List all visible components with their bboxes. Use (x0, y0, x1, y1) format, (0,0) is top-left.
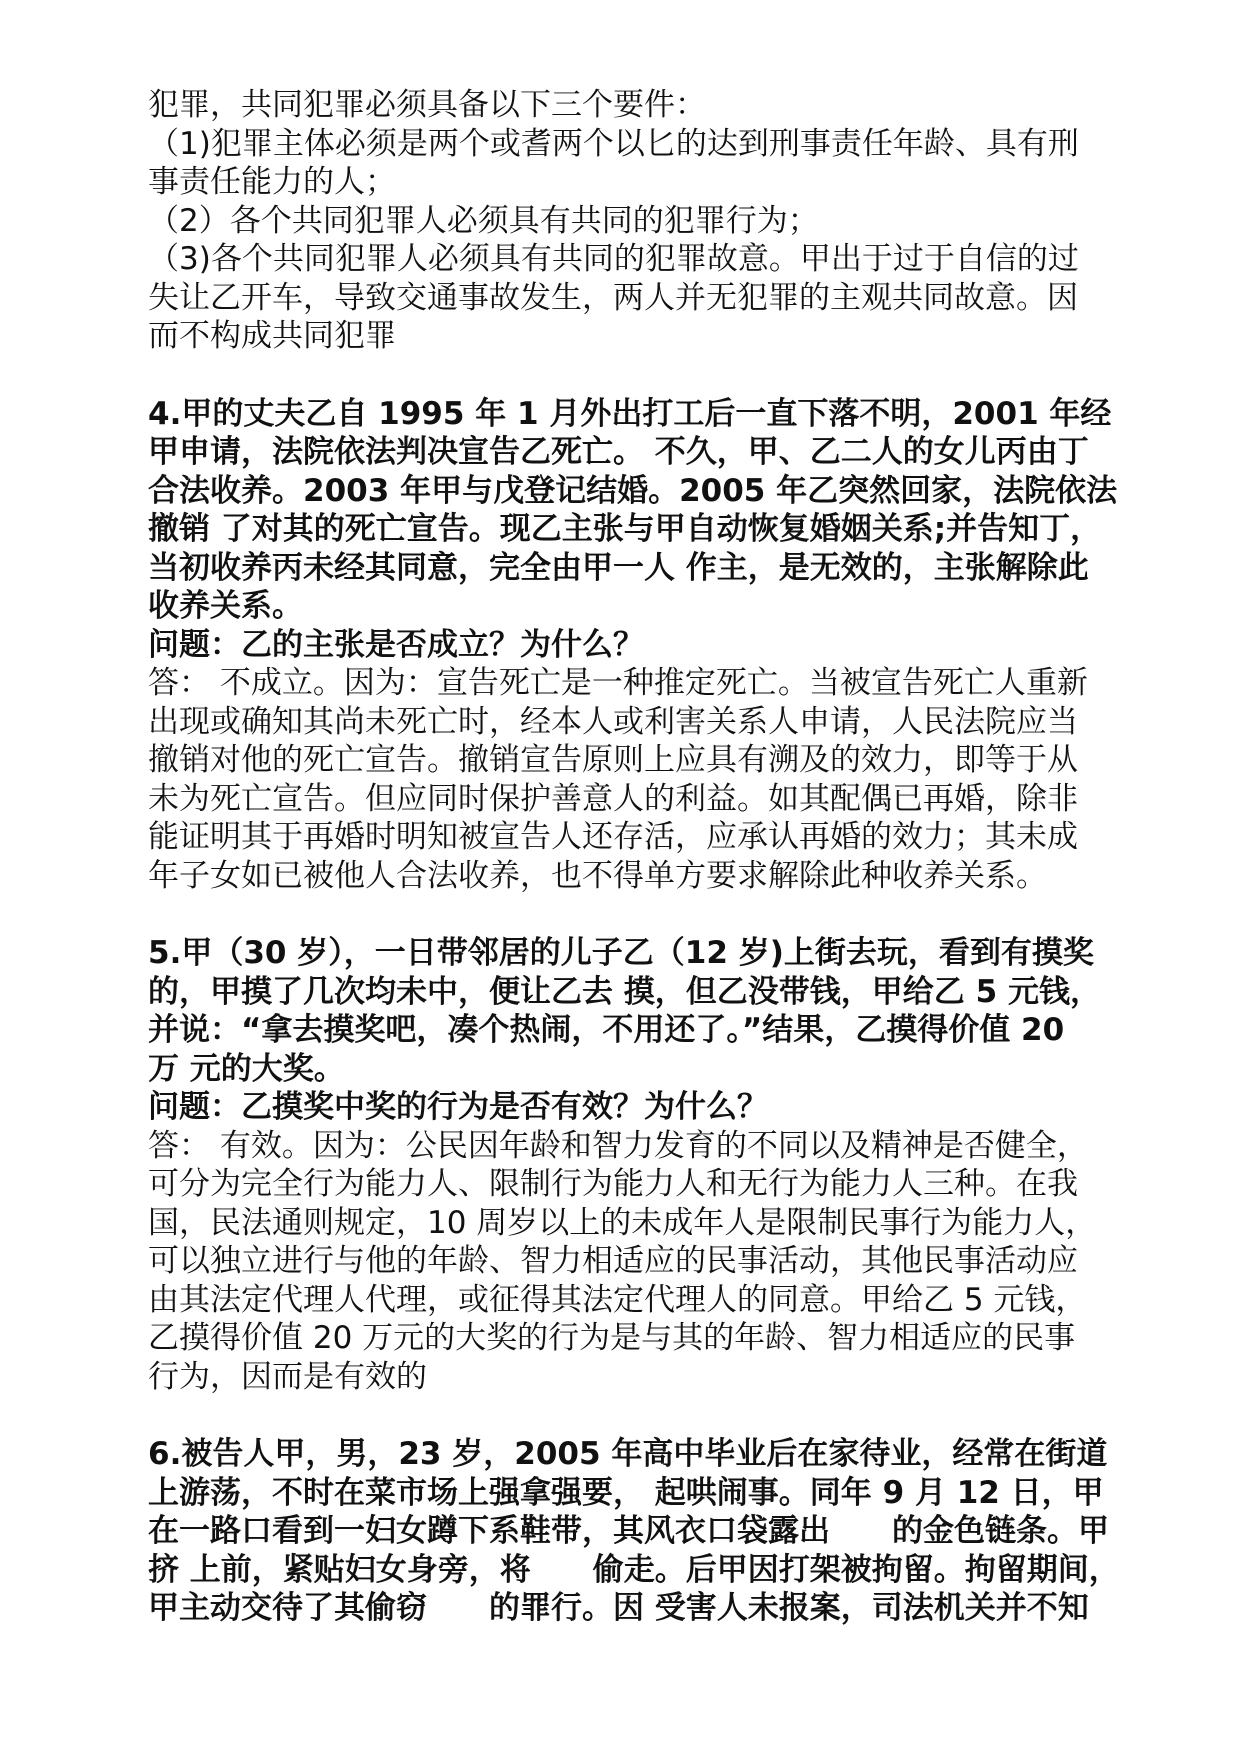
case-line: 当初收养丙未经其同意，完全由甲一人 作主，是无效的，主张解除此 (148, 549, 1089, 586)
answer-line: 年子女如已被他人合法收养，也不得单方要求解除此种收养关系。 (148, 857, 1047, 894)
section5 (148, 934, 1155, 1396)
case-line: 撤销 了对其的死亡宣告。现乙主张与甲自动恢复婚姻关系;并告知丁， (148, 511, 1102, 547)
answer-line: 乙摸得价值 20 万元的大奖的行为是与其的年龄、智力相适应的民事 (148, 1320, 1076, 1356)
answer-line: 国，民法通则规定，10 周岁以上的未成年人是限制民事行为能力人， (148, 1204, 1097, 1241)
case-line: 合法收养。2003 年甲与戊登记结婚。2005 年乙突然回家，法院依法 (148, 472, 1118, 509)
section-gap (148, 356, 1155, 395)
case-line: 6.被告人甲，男，23 岁，2005 年高中毕业后在家待业，经常在街道 (148, 1436, 1108, 1472)
case-line: 甲申请，法院依法判决宣告乙死亡。 不久，甲、乙二人的女儿丙由丁 (148, 434, 1089, 470)
section6 (148, 1435, 1155, 1628)
case-line: 甲主动交待了其偷窃 的罪行。因 受害人未报案，司法机关并不知 (148, 1590, 1089, 1626)
text-line: （3)各个共同犯罪人必须具有共同的犯罪故意。甲出于过于自信的过 (148, 241, 1079, 277)
text-line: （1)犯罪主体必须是两个或耆两个以匕的达到刑事责任年龄、具有刑 (148, 125, 1079, 162)
answer-line: 答： 不成立。因为：宣告死亡是一种推定死亡。当被宣告死亡人重新 (148, 665, 1088, 701)
section4-answer (148, 664, 1155, 895)
answer-line: 撤销对他的死亡宣告。撤销宣告原则上应具有溯及的效力，即等于从 (148, 742, 1078, 778)
answer-line: 可以独立进行与他的年龄、智力相适应的民事活动，其他民事活动应 (148, 1243, 1078, 1279)
section3-answer-tail (148, 86, 1155, 356)
section5-answer (148, 1127, 1155, 1397)
case-line: 挤 上前，紧贴妇女身旁，将 偷走。后甲因打架被拘留。拘留期间， (148, 1551, 1120, 1588)
answer-line: 由其法定代理人代理，或征得其法定代理人的同意。甲给乙 5 元钱， (148, 1281, 1087, 1318)
case-line: 万 元的大奖。 (148, 1050, 345, 1087)
section-gap (148, 895, 1155, 934)
text-line: 事责任能力的人； (148, 164, 396, 200)
case-line: 的，甲摸了几次均未中，便让乙去 摸，但乙没带钱，甲给乙 5 元钱， (148, 973, 1101, 1010)
text-line: （2）各个共同犯罪人必须具有共同的犯罪行为； (148, 202, 819, 239)
answer-line: 行为，因而是有效的 (148, 1358, 427, 1395)
section4-question: 问题：乙的主张是否成立？为什么？ (148, 626, 644, 663)
case-line: 5.甲（30 岁），一日带邻居的儿子乙（12 岁)上街去玩，看到有摸奖 (148, 935, 1094, 971)
section5-question: 问题：乙摸奖中奖的行为是否有效？为什么？ (148, 1089, 768, 1125)
answer-line: 未为死亡宣告。但应同时保护善意人的利益。如其配偶已再婚，除非 (148, 780, 1078, 817)
case-line: 4.甲的丈夫乙自 1995 年 1 月外出打工后一直下落不明，2001 年经 (148, 395, 1112, 432)
answer-line: 可分为完全行为能力人、限制行为能力人和无行为能力人三种。在我 (148, 1166, 1078, 1202)
case-line: 并说：“拿去摸奖吧，凑个热闹，不用还了。”结果，乙摸得价值 20 (148, 1012, 1065, 1048)
answer-line: 出现或确知其尚未死亡时，经本人或利害关系人申请，人民法院应当 (148, 703, 1078, 740)
section6-case (148, 1435, 1155, 1628)
section4-case (148, 395, 1155, 626)
text-line: 失让乙开车，导致交通事故发生，两人并无犯罪的主观共同故意。因 (148, 279, 1078, 316)
case-line: 在一路口看到一妇女蹲下系鞋带，其风衣口袋露出 的金色链条。甲 (148, 1513, 1109, 1549)
answer-line: 答： 有效。因为：公民因年龄和智力发育的不同以及精神是否健全， (148, 1127, 1088, 1164)
text-line: 而不构成共同犯罪 (148, 318, 396, 354)
section-gap (148, 1396, 1155, 1435)
case-line: 收养关系。 (148, 588, 303, 624)
case-line: 上游荡，不时在菜市场上强拿强要， 起哄闹事。同年 9 月 12 日，甲 (148, 1474, 1104, 1511)
text-line: 犯罪，共同犯罪必须具备以下三个要件： (148, 87, 706, 123)
answer-line: 能证明其于再婚时明知被宣告人还存活，应承认再婚的效力；其未成 (148, 819, 1078, 855)
section5-case (148, 934, 1155, 1088)
section4 (148, 395, 1155, 896)
